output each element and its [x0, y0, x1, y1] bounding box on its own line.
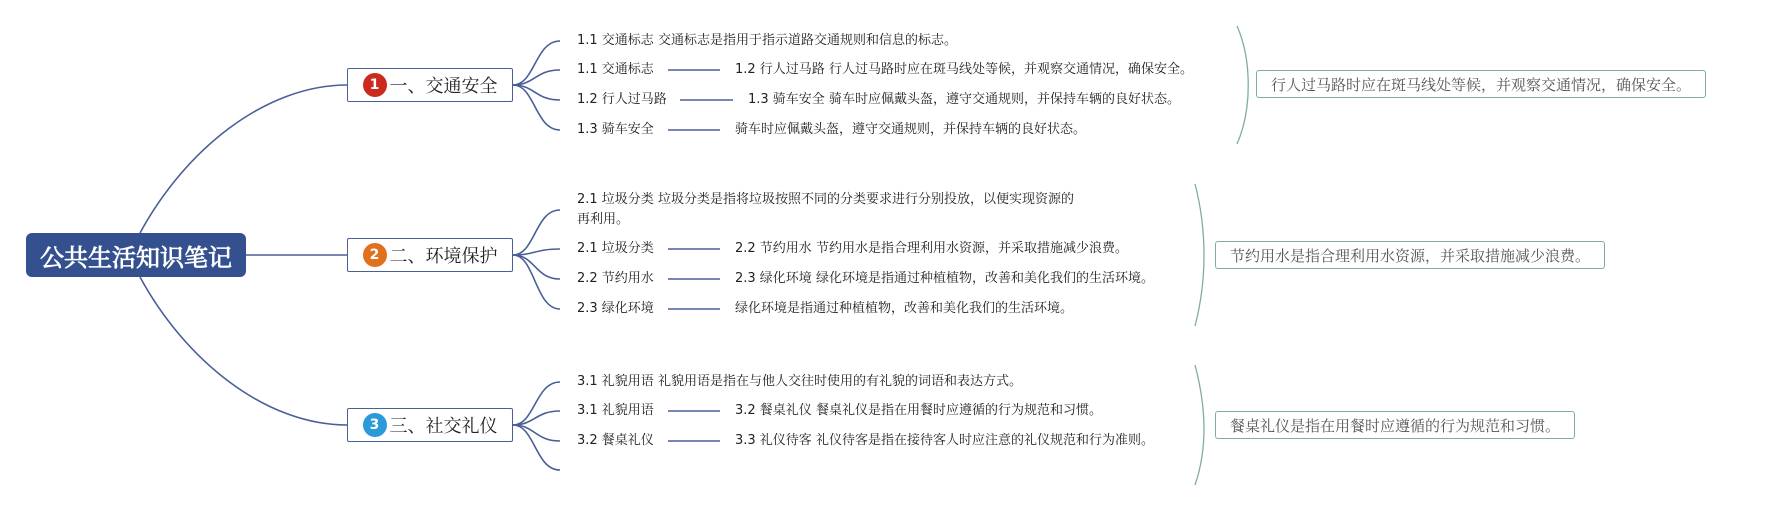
topic-item[interactable]: 2.2 节约用水 节约用水是指合理利用水资源，并采取措施减少浪费。: [735, 241, 1128, 256]
topic-item[interactable]: 绿化环境是指通过种植植物，改善和美化我们的生活环境。: [735, 301, 1074, 316]
topic-item[interactable]: 2.3 绿化环境 绿化环境是指通过种植植物，改善和美化我们的生活环境。: [735, 271, 1154, 286]
summary-text: 餐桌礼仪是指在用餐时应遵循的行为规范和习惯。: [1230, 416, 1561, 435]
topic-item[interactable]: 3.1 礼貌用语 礼貌用语是指在与他人交往时使用的有礼貌的词语和表达方式。: [577, 374, 1022, 389]
topic-item[interactable]: 2.1 垃圾分类: [577, 241, 654, 256]
number-badge-icon: 2: [363, 243, 387, 267]
topic-item[interactable]: 3.1 礼貌用语: [577, 403, 654, 418]
topic-item[interactable]: 2.1 垃圾分类 垃圾分类是指将垃圾按照不同的分类要求进行分别投放，以便实现资源的再利用。: [577, 192, 1074, 227]
branch-title: 三、社交礼仪: [389, 416, 498, 437]
topic-item[interactable]: 2.3 绿化环境: [577, 301, 654, 316]
branch-title: 一、交通安全: [389, 76, 498, 97]
summary-text: 节约用水是指合理利用水资源，并采取措施减少浪费。: [1230, 246, 1591, 265]
topic-item[interactable]: 1.2 行人过马路 行人过马路时应在斑马线处等候，并观察交通情况，确保安全。: [735, 62, 1193, 77]
summary-box[interactable]: [1215, 411, 1575, 439]
topic-item[interactable]: 1.3 骑车安全: [577, 122, 654, 137]
summary-box[interactable]: [1256, 70, 1706, 98]
summary-box[interactable]: [1215, 241, 1605, 269]
topic-item[interactable]: 2.2 节约用水: [577, 271, 654, 286]
topic-item[interactable]: 1.3 骑车安全 骑车时应佩戴头盔，遵守交通规则，并保持车辆的良好状态。: [748, 92, 1180, 107]
summary-text: 行人过马路时应在斑马线处等候，并观察交通情况，确保安全。: [1271, 75, 1692, 94]
topic-item[interactable]: 1.1 交通标志: [577, 62, 654, 77]
topic-item[interactable]: 1.2 行人过马路: [577, 92, 667, 107]
topic-item[interactable]: 3.2 餐桌礼仪 餐桌礼仪是指在用餐时应遵循的行为规范和习惯。: [735, 403, 1102, 418]
number-badge-icon: 1: [363, 73, 387, 97]
number-badge-icon: 3: [363, 413, 387, 437]
root-title: 公共生活知识笔记: [40, 243, 232, 272]
branch-environment-protection[interactable]: [347, 238, 513, 272]
topic-item[interactable]: 1.1 交通标志 交通标志是指用于指示道路交通规则和信息的标志。: [577, 33, 957, 48]
root-topic[interactable]: [26, 233, 246, 277]
topic-item[interactable]: 3.2 餐桌礼仪: [577, 433, 654, 448]
topic-item[interactable]: 骑车时应佩戴头盔，遵守交通规则，并保持车辆的良好状态。: [735, 122, 1087, 137]
branch-traffic-safety[interactable]: [347, 68, 513, 102]
branch-title: 二、环境保护: [389, 246, 498, 267]
branch-social-etiquette[interactable]: [347, 408, 513, 442]
topic-item[interactable]: 3.3 礼仪待客 礼仪待客是指在接待客人时应注意的礼仪规范和行为准则。: [735, 433, 1154, 448]
